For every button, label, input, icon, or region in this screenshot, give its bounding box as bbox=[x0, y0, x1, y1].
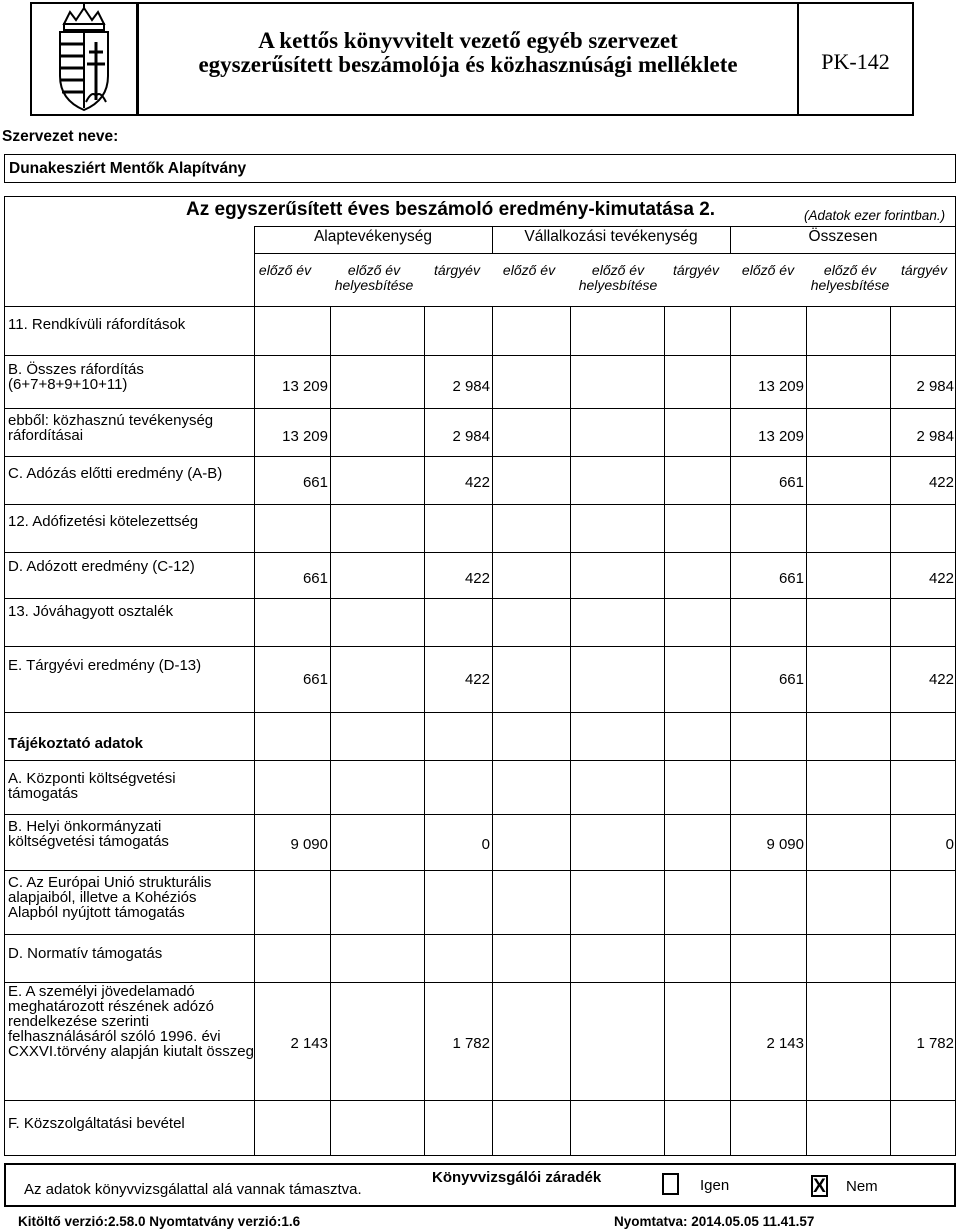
audit-no-checkbox[interactable] bbox=[811, 1175, 828, 1197]
audit-no-label: Nem bbox=[846, 1178, 878, 1195]
row-line bbox=[4, 306, 956, 307]
col-line bbox=[424, 306, 425, 1156]
footer-printed: Nyomtatva: 2014.05.05 11.41.57 bbox=[614, 1214, 815, 1229]
unit-note: (Adatok ezer forintban.) bbox=[804, 208, 946, 223]
row-line bbox=[4, 814, 956, 815]
cell-alap-targyev[interactable]: 422 bbox=[464, 671, 490, 688]
col-line bbox=[570, 306, 571, 1156]
group-alap: Alaptevékenység bbox=[313, 228, 433, 245]
row-label-kozhasznu-raforditas: ebből: közhasznú tevékenység ráfordításai bbox=[8, 412, 214, 444]
org-label: Szervezet neve: bbox=[2, 128, 119, 145]
row-label-targyevi-eredmeny: E. Tárgyévi eredmény (D-13) bbox=[8, 657, 202, 674]
form-code-box bbox=[797, 2, 914, 116]
cell-ossz-targyev[interactable]: 422 bbox=[928, 570, 954, 587]
cell-alap-targyev[interactable]: 2 984 bbox=[452, 378, 490, 395]
col-header-targyev: tárgyév bbox=[434, 262, 480, 278]
col-header-elozo: előző év bbox=[258, 262, 312, 278]
row-label-adozas-elotti: C. Adózás előtti eredmény (A-B) bbox=[8, 465, 223, 482]
col-header-targyev: tárgyév bbox=[673, 262, 719, 278]
cell-alap-targyev[interactable]: 2 984 bbox=[452, 428, 490, 445]
cell-alap-elozo[interactable]: 9 090 bbox=[290, 836, 328, 853]
cell-alap-targyev[interactable]: 0 bbox=[481, 836, 490, 853]
logo-box bbox=[30, 2, 138, 116]
row-label-adofizetesi: 12. Adófizetési kötelezettség bbox=[8, 513, 199, 530]
audit-box bbox=[4, 1163, 956, 1207]
audit-yes-checkbox[interactable] bbox=[662, 1173, 679, 1195]
group-header-bottom bbox=[254, 253, 956, 254]
group-vallalkozasi: Vállalkozási tevékenység bbox=[524, 228, 698, 245]
cell-ossz-targyev[interactable]: 0 bbox=[945, 836, 954, 853]
cell-ossz-elozo[interactable]: 13 209 bbox=[758, 428, 804, 445]
row-line bbox=[4, 934, 956, 935]
col-line bbox=[664, 306, 665, 1156]
row-line bbox=[4, 646, 956, 647]
info-label-szja: E. A személyi jövedelamadó meghatározott részének adózó rendelkezése szerinti felhasználásáról szóló 1996. évi CXXVI.törvény alapján kiutalt összeg bbox=[8, 983, 254, 1060]
checkmark-x-icon: X bbox=[813, 1176, 826, 1197]
cell-ossz-targyev[interactable]: 1 782 bbox=[916, 1035, 954, 1052]
cell-ossz-elozo[interactable]: 2 143 bbox=[766, 1035, 804, 1052]
cell-ossz-elozo[interactable]: 9 090 bbox=[766, 836, 804, 853]
group-header-top bbox=[254, 226, 956, 227]
cell-ossz-elozo[interactable]: 661 bbox=[778, 474, 804, 491]
row-label-osszes-raforditas: B. Összes ráfordítás (6+7+8+9+10+11) bbox=[8, 361, 144, 393]
col-header-helyesbites: előző év helyesbítése bbox=[578, 262, 658, 293]
org-name-field[interactable] bbox=[4, 154, 956, 183]
cell-alap-elozo[interactable]: 13 209 bbox=[282, 378, 328, 395]
row-line bbox=[4, 760, 956, 761]
col-header-elozo: előző év bbox=[502, 262, 556, 278]
table-title: Az egyszerűsített éves beszámoló eredmény-kimutatása 2. bbox=[186, 199, 716, 220]
cell-alap-elozo[interactable]: 661 bbox=[302, 570, 328, 587]
col-line bbox=[890, 306, 891, 1156]
audit-yes-label: Igen bbox=[700, 1177, 730, 1194]
info-label-normativ: D. Normatív támogatás bbox=[8, 945, 163, 962]
title-box bbox=[137, 2, 799, 116]
audit-title: Könyvvizsgálói záradék bbox=[432, 1169, 602, 1186]
cell-ossz-targyev[interactable]: 2 984 bbox=[916, 428, 954, 445]
cell-ossz-targyev[interactable]: 422 bbox=[928, 671, 954, 688]
info-label-helyi: B. Helyi önkormányzati költségvetési támogatás bbox=[8, 818, 169, 850]
org-name: Dunakesziért Mentők Alapítvány bbox=[9, 160, 247, 177]
col-header-elozo: előző év bbox=[741, 262, 795, 278]
col-line bbox=[330, 306, 331, 1156]
info-label-kozponti: A. Központi költségvetési támogatás bbox=[8, 770, 176, 802]
coat-of-arms-icon bbox=[32, 4, 136, 114]
cell-ossz-elozo[interactable]: 13 209 bbox=[758, 378, 804, 395]
info-section-title: Tájékoztató adatok bbox=[8, 735, 144, 752]
cell-ossz-targyev[interactable]: 422 bbox=[928, 474, 954, 491]
row-line bbox=[4, 355, 956, 356]
cell-alap-targyev[interactable]: 1 782 bbox=[452, 1035, 490, 1052]
row-line bbox=[4, 870, 956, 871]
row-line bbox=[4, 408, 956, 409]
row-line bbox=[4, 712, 956, 713]
cell-alap-targyev[interactable]: 422 bbox=[464, 474, 490, 491]
info-label-eu: C. Az Európai Unió strukturális alapjaiból, illetve a Kohéziós Alapból nyújtott támogatás bbox=[8, 874, 212, 921]
form-code: PK-142 bbox=[821, 49, 890, 74]
col-header-helyesbites: előző év helyesbítése bbox=[334, 262, 414, 293]
cell-alap-elozo[interactable]: 661 bbox=[302, 671, 328, 688]
form-title-line2: egyszerűsített beszámolója és közhasznúsági melléklete bbox=[198, 52, 738, 77]
cell-ossz-elozo[interactable]: 661 bbox=[778, 671, 804, 688]
cell-alap-elozo[interactable]: 13 209 bbox=[282, 428, 328, 445]
row-line bbox=[4, 1100, 956, 1101]
row-line bbox=[4, 598, 956, 599]
row-label-rendkivuli: 11. Rendkívüli ráfordítások bbox=[8, 316, 186, 333]
row-label-adozott-eredmeny: D. Adózott eredmény (C-12) bbox=[8, 558, 195, 575]
col-line bbox=[254, 306, 255, 1156]
cell-alap-targyev[interactable]: 422 bbox=[464, 570, 490, 587]
cell-ossz-targyev[interactable]: 2 984 bbox=[916, 378, 954, 395]
col-header-helyesbites: előző év helyesbítése bbox=[810, 262, 890, 293]
info-label-kozszolgaltatasi: F. Közszolgáltatási bevétel bbox=[8, 1115, 185, 1132]
cell-ossz-elozo[interactable]: 661 bbox=[778, 570, 804, 587]
row-line bbox=[4, 504, 956, 505]
col-line bbox=[806, 306, 807, 1156]
row-label-osztalek: 13. Jóváhagyott osztalék bbox=[8, 603, 174, 620]
audit-statement: Az adatok könyvvizsgálattal alá vannak támasztva. bbox=[24, 1181, 362, 1198]
group-osszesen: Összesen bbox=[808, 228, 878, 245]
cell-alap-elozo[interactable]: 2 143 bbox=[290, 1035, 328, 1052]
col-line bbox=[730, 306, 731, 1156]
form-title-line1: A kettős könyvvitelt vezető egyéb szervezet bbox=[258, 28, 678, 53]
footer-version: Kitöltő verzió:2.58.0 Nyomtatvány verzió:1.6 bbox=[18, 1214, 301, 1229]
row-line bbox=[4, 456, 956, 457]
col-header-targyev: tárgyév bbox=[901, 262, 947, 278]
row-line bbox=[4, 552, 956, 553]
cell-alap-elozo[interactable]: 661 bbox=[302, 474, 328, 491]
col-line bbox=[492, 306, 493, 1156]
